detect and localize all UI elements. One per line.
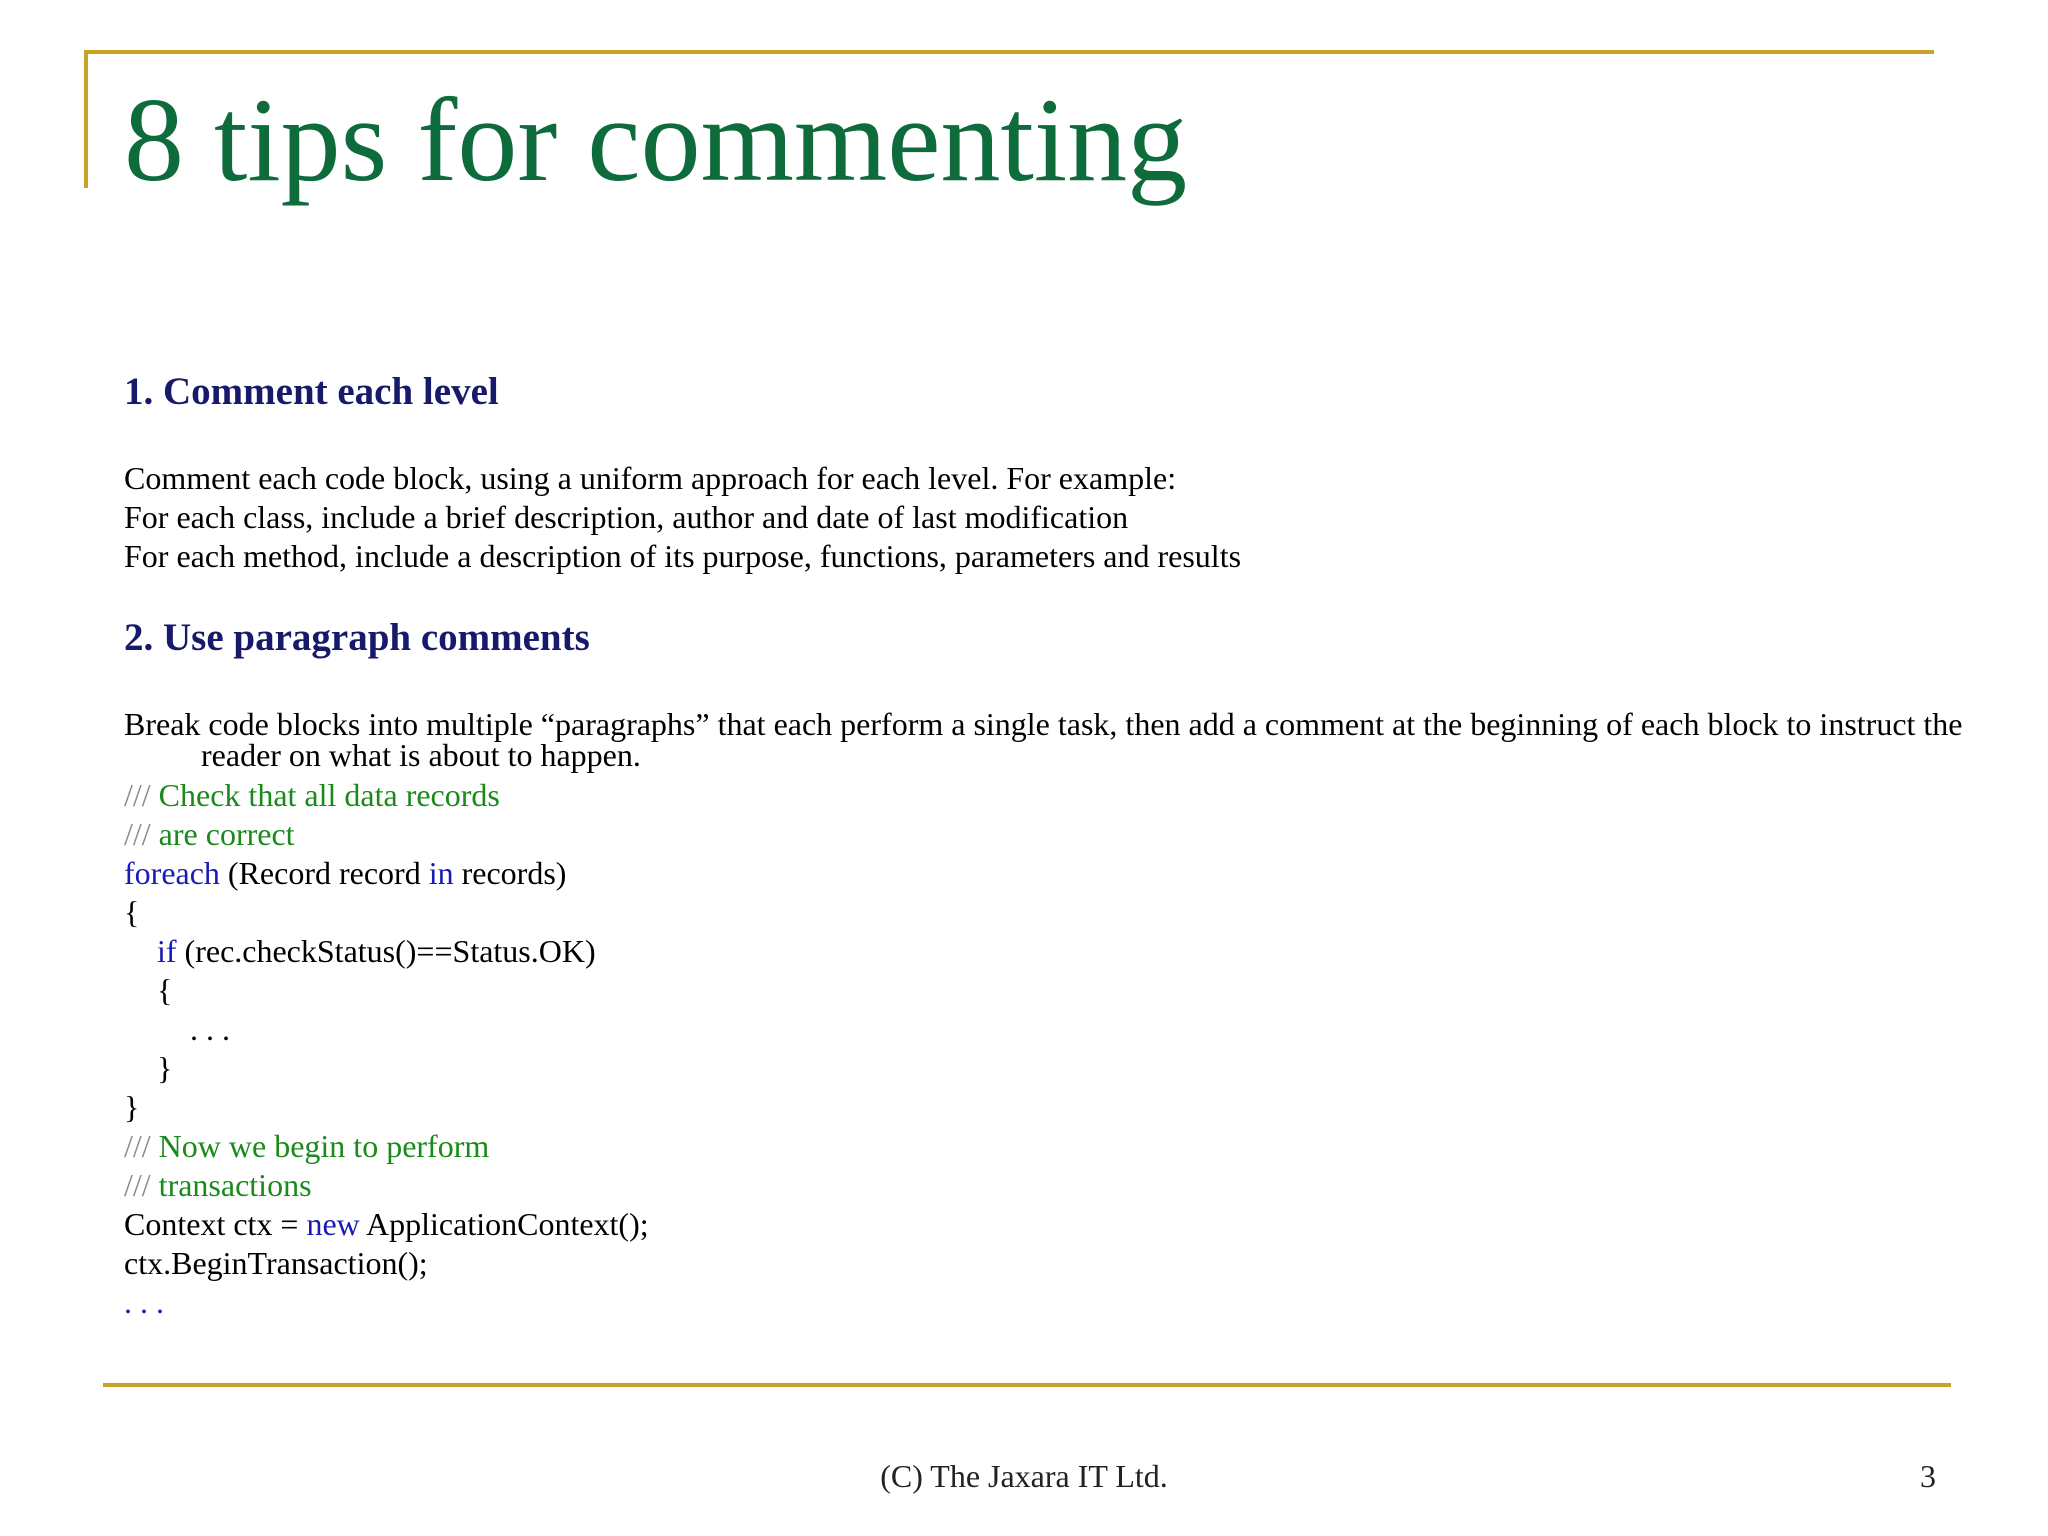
code-close-brace: } <box>124 1089 140 1125</box>
code-text: (Record record <box>219 855 429 891</box>
comment-prefix: /// <box>124 777 151 813</box>
slide-title: 8 tips for commenting <box>124 73 1188 206</box>
code-text: Context ctx = <box>124 1206 307 1242</box>
keyword-new: new <box>306 1206 360 1242</box>
keyword-in: in <box>428 855 454 891</box>
tip1-line-1: Comment each code block, using a uniform approach for each level. For example: <box>124 460 1177 496</box>
keyword-foreach: foreach <box>124 855 220 891</box>
code-comment-line-2 <box>124 815 295 854</box>
comment-text: Now we begin to perform <box>150 1128 490 1164</box>
title-top-rule <box>84 50 1934 54</box>
comment-text: transactions <box>150 1167 312 1203</box>
code-text: ApplicationContext(); <box>359 1206 649 1242</box>
footer-rule <box>103 1383 1951 1387</box>
comment-text: are correct <box>150 816 295 852</box>
tip2-heading: 2. Use paragraph comments <box>124 616 590 659</box>
comment-text: Check that all data records <box>150 777 500 813</box>
title-left-rule <box>84 50 88 188</box>
tip1-line-3: For each method, include a description of its purpose, functions, parameters and results <box>124 538 1242 574</box>
code-comment-line-1 <box>124 776 500 815</box>
code-comment-line-3 <box>124 1127 489 1166</box>
code-text: records) <box>453 855 567 891</box>
code-comment-line-4 <box>124 1166 312 1205</box>
code-begin-transaction-line: ctx.BeginTransaction(); <box>124 1245 428 1281</box>
code-open-brace: { <box>124 894 140 930</box>
code-if-line <box>157 932 596 971</box>
comment-prefix: /// <box>124 1128 151 1164</box>
code-context-line <box>124 1205 649 1244</box>
comment-prefix: /// <box>124 816 151 852</box>
code-final-ellipsis: . . . <box>124 1284 164 1320</box>
footer-copyright: (C) The Jaxara IT Ltd. <box>880 1458 1168 1494</box>
code-foreach-line <box>124 854 566 893</box>
code-inner-ellipsis: . . . <box>190 1011 230 1047</box>
code-text: (rec.checkStatus()==Status.OK) <box>176 933 596 969</box>
comment-prefix: /// <box>124 1167 151 1203</box>
page-number: 3 <box>1920 1458 1936 1494</box>
code-inner-open-brace: { <box>157 972 173 1008</box>
tip1-line-2: For each class, include a brief description, author and date of last modification <box>124 499 1129 535</box>
tip1-heading: 1. Comment each level <box>124 370 499 413</box>
code-inner-close-brace: } <box>157 1050 173 1086</box>
tip2-intro: Break code blocks into multiple “paragraphs” that each perform a single task, then add a comment at the beginning of each block to instruct the reader on what is about to happen. <box>124 706 1963 773</box>
keyword-if: if <box>157 933 177 969</box>
